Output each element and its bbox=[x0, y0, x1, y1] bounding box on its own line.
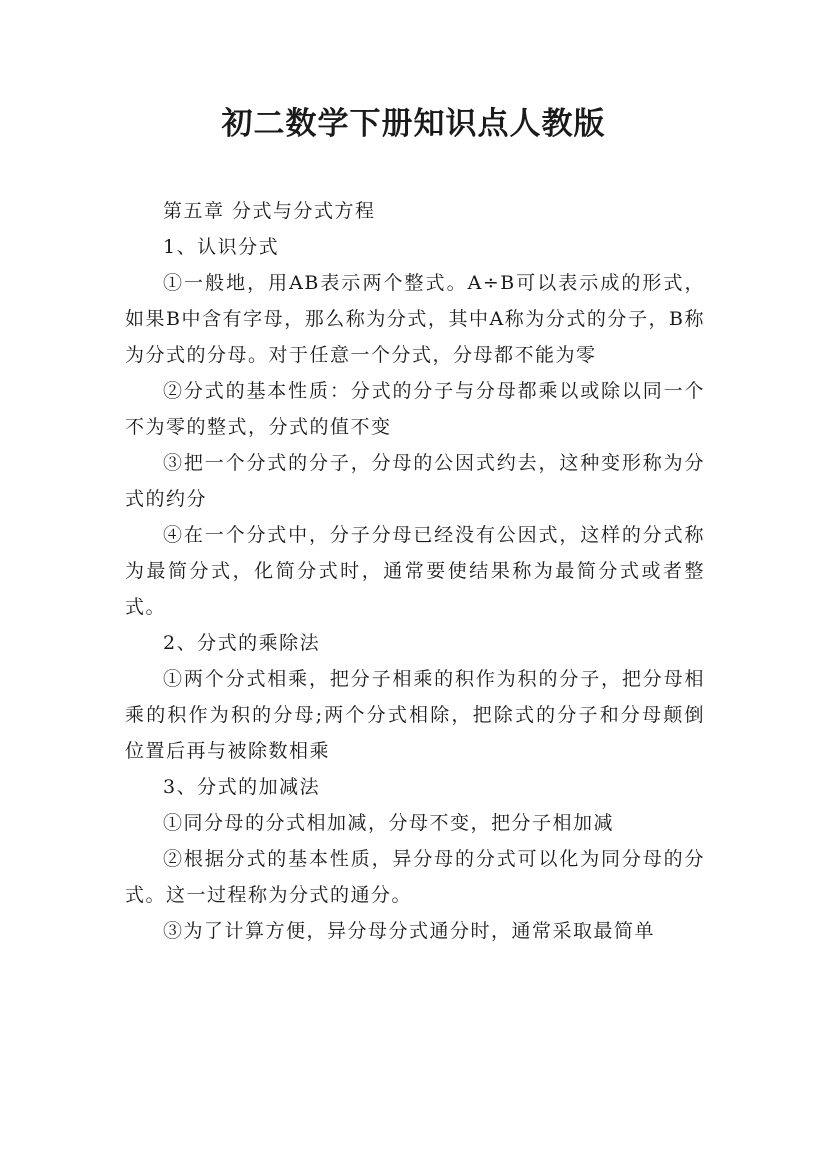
section-heading: 3、分式的加减法 bbox=[163, 776, 321, 798]
paragraph: ①一般地，用AB表示两个整式。A÷B可以表示成的形式，如果B中含有字母，那么称为分式，其中A称为分式的分子，B称为分式的分母。对于任意一个分式，分母都不能为零 bbox=[125, 272, 705, 366]
paragraph: ③为了计算方便，异分母分式通分时，通常采取最简单 bbox=[163, 920, 656, 942]
section-heading: 1、认识分式 bbox=[163, 236, 280, 258]
paragraph: ②根据分式的基本性质，异分母的分式可以化为同分母的分式。这一过程称为分式的通分。 bbox=[125, 848, 705, 906]
document-body bbox=[125, 193, 705, 949]
paragraph: ①同分母的分式相加减，分母不变，把分子相加减 bbox=[163, 812, 615, 834]
paragraph: ①两个分式相乘，把分子相乘的积作为积的分子，把分母相乘的积作为积的分母;两个分式相除，把除式的分子和分母颠倒位置后再与被除数相乘 bbox=[125, 668, 705, 762]
paragraph: ③把一个分式的分子，分母的公因式约去，这种变形称为分式的约分 bbox=[125, 452, 705, 510]
paragraph: ②分式的基本性质：分式的分子与分母都乘以或除以同一个不为零的整式，分式的值不变 bbox=[125, 380, 705, 438]
section-heading: 2、分式的乘除法 bbox=[163, 632, 321, 654]
paragraph: ④在一个分式中，分子分母已经没有公因式，这样的分式称为最简分式，化简分式时，通常要使结果称为最简分式或者整式。 bbox=[125, 524, 705, 618]
document-title: 初二数学下册知识点人教版 bbox=[221, 106, 606, 142]
chapter-heading: 第五章 分式与分式方程 bbox=[163, 200, 376, 222]
